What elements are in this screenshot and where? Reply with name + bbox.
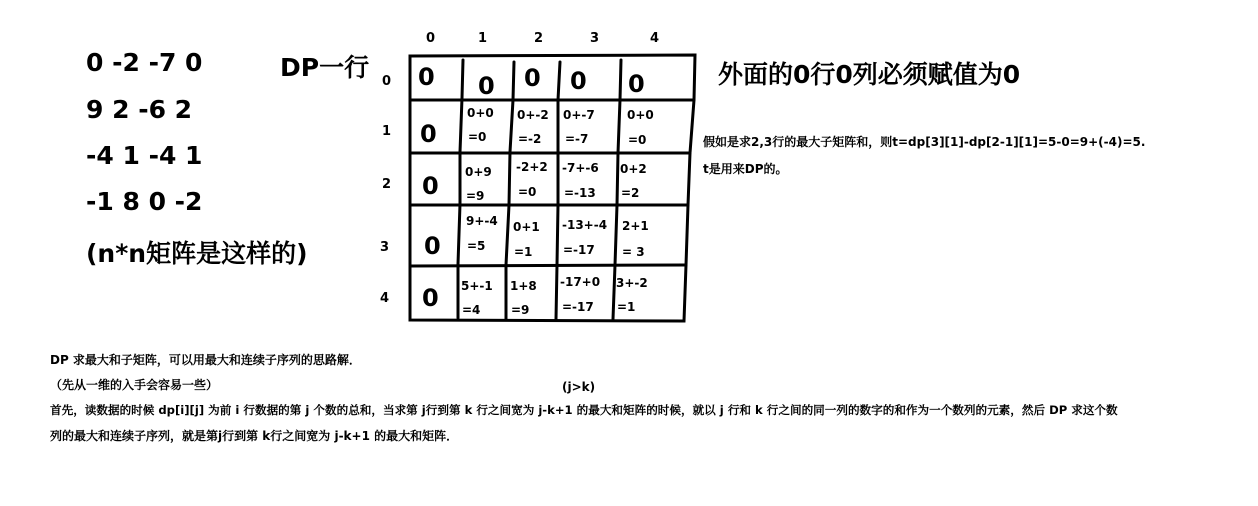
cell-r2-c3-expr: -7+-6: [562, 161, 599, 175]
explanation-jk: (j>k): [562, 380, 596, 394]
grid-outer-border: [410, 55, 695, 321]
cell-r3-c3-result: =-17: [563, 243, 595, 257]
matrix-row-2: 9 2 -6 2: [86, 95, 193, 124]
cell-r2-c0: 0: [422, 172, 439, 200]
grid-hline-4: [410, 265, 686, 266]
cell-r4-c4-result: =1: [617, 300, 636, 314]
explanation-line-1: DP 求最大和子矩阵，可以用最大和连续子序列的思路解．: [50, 353, 361, 367]
matrix-row-4: -1 8 0 -2: [86, 187, 203, 216]
cell-r2-c3-result: =-13: [564, 186, 596, 200]
cell-r2-c2-result: =0: [518, 185, 537, 199]
cell-r4-c2-result: =9: [511, 303, 530, 317]
col-label-0: 0: [426, 31, 436, 46]
matrix-row-3: -4 1 -4 1: [86, 141, 203, 170]
cell-r1-c3-result: =-7: [565, 132, 589, 146]
cell-r4-c3-result: =-17: [562, 300, 594, 314]
cell-r3-c2-expr: 0+1: [513, 220, 540, 234]
cell-r3-c0: 0: [424, 232, 441, 260]
cell-r1-c2-expr: 0+-2: [517, 108, 549, 122]
side-note-example: 假如是求2,3行的最大子矩阵和，则t=dp[3][1]-dp[2-1][1]=5-0=9+(-4)=5.: [703, 135, 1146, 149]
cell-r3-c1-result: =5: [467, 239, 486, 253]
cell-r3-c4-result: = 3: [622, 245, 645, 259]
cell-r4-c4-expr: 3+-2: [616, 276, 648, 290]
cell-r2-c4-expr: 0+2: [620, 162, 647, 176]
explanation-line-2: （先从一维的入手会容易一些）: [50, 378, 219, 392]
explanation-line-4: 列的最大和连续子序列，就是第j行到第 k行之间宽为 j-k+1 的最大和矩阵．: [50, 429, 459, 443]
cell-r1-c4-expr: 0+0: [627, 108, 654, 122]
outer-note: 外面的0行0列必须赋值为0: [718, 60, 1021, 89]
col-label-3: 3: [590, 31, 600, 46]
cell-r0-c3: 0: [570, 67, 587, 95]
cell-r1-c2-result: =-2: [518, 132, 542, 146]
cell-r2-c1-result: =9: [466, 189, 485, 203]
side-note-t: t是用来DP的。: [703, 162, 788, 176]
col-label-1: 1: [478, 31, 488, 46]
explanation-line-3: 首先，读数据的时候 dp[i][j] 为前 i 行数据的第 j 个数的总和，当求第 j行到第 k 行之间宽为 j-k+1 的最大和矩阵的时候，就以 j 行和 k 行之间的同一列的数字的和作为一个数列的元素，然后 DP 求这个数: [50, 403, 1118, 417]
cell-r4-c2-expr: 1+8: [510, 279, 537, 293]
cell-r2-c4-result: =2: [621, 186, 640, 200]
cell-r0-c4: 0: [628, 70, 645, 98]
row-label-1: 1: [382, 124, 392, 139]
row-label-4: 4: [380, 291, 390, 306]
cell-r4-c3-expr: -17+0: [560, 275, 601, 289]
matrix-caption: (n*n矩阵是这样的): [86, 239, 308, 268]
cell-r0-c2: 0: [524, 64, 541, 92]
cell-r3-c4-expr: 2+1: [622, 219, 649, 233]
cell-r0-c0: 0: [418, 63, 435, 91]
cell-r1-c0: 0: [420, 120, 437, 148]
cell-r4-c1-expr: 5+-1: [461, 279, 493, 293]
row-label-2: 2: [382, 177, 392, 192]
cell-r3-c1-expr: 9+-4: [466, 214, 498, 228]
col-label-4: 4: [650, 31, 660, 46]
cell-r2-c1-expr: 0+9: [465, 165, 492, 179]
dp-title: DP一行: [280, 53, 370, 82]
cell-r3-c3-expr: -13+-4: [562, 218, 608, 232]
cell-r4-c0: 0: [422, 284, 439, 312]
cell-r2-c2-expr: -2+2: [516, 160, 548, 174]
cell-r1-c1-result: =0: [468, 130, 487, 144]
row-label-3: 3: [380, 240, 390, 255]
cell-r1-c3-expr: 0+-7: [563, 108, 595, 122]
matrix-row-1: 0 -2 -7 0: [86, 48, 203, 77]
cell-r1-c1-expr: 0+0: [467, 106, 494, 120]
col-label-2: 2: [534, 31, 544, 46]
cell-r1-c4-result: =0: [628, 133, 647, 147]
cell-r0-c1: 0: [478, 72, 495, 100]
cell-r3-c2-result: =1: [514, 245, 533, 259]
row-label-0: 0: [382, 74, 392, 89]
cell-r4-c1-result: =4: [462, 303, 481, 317]
